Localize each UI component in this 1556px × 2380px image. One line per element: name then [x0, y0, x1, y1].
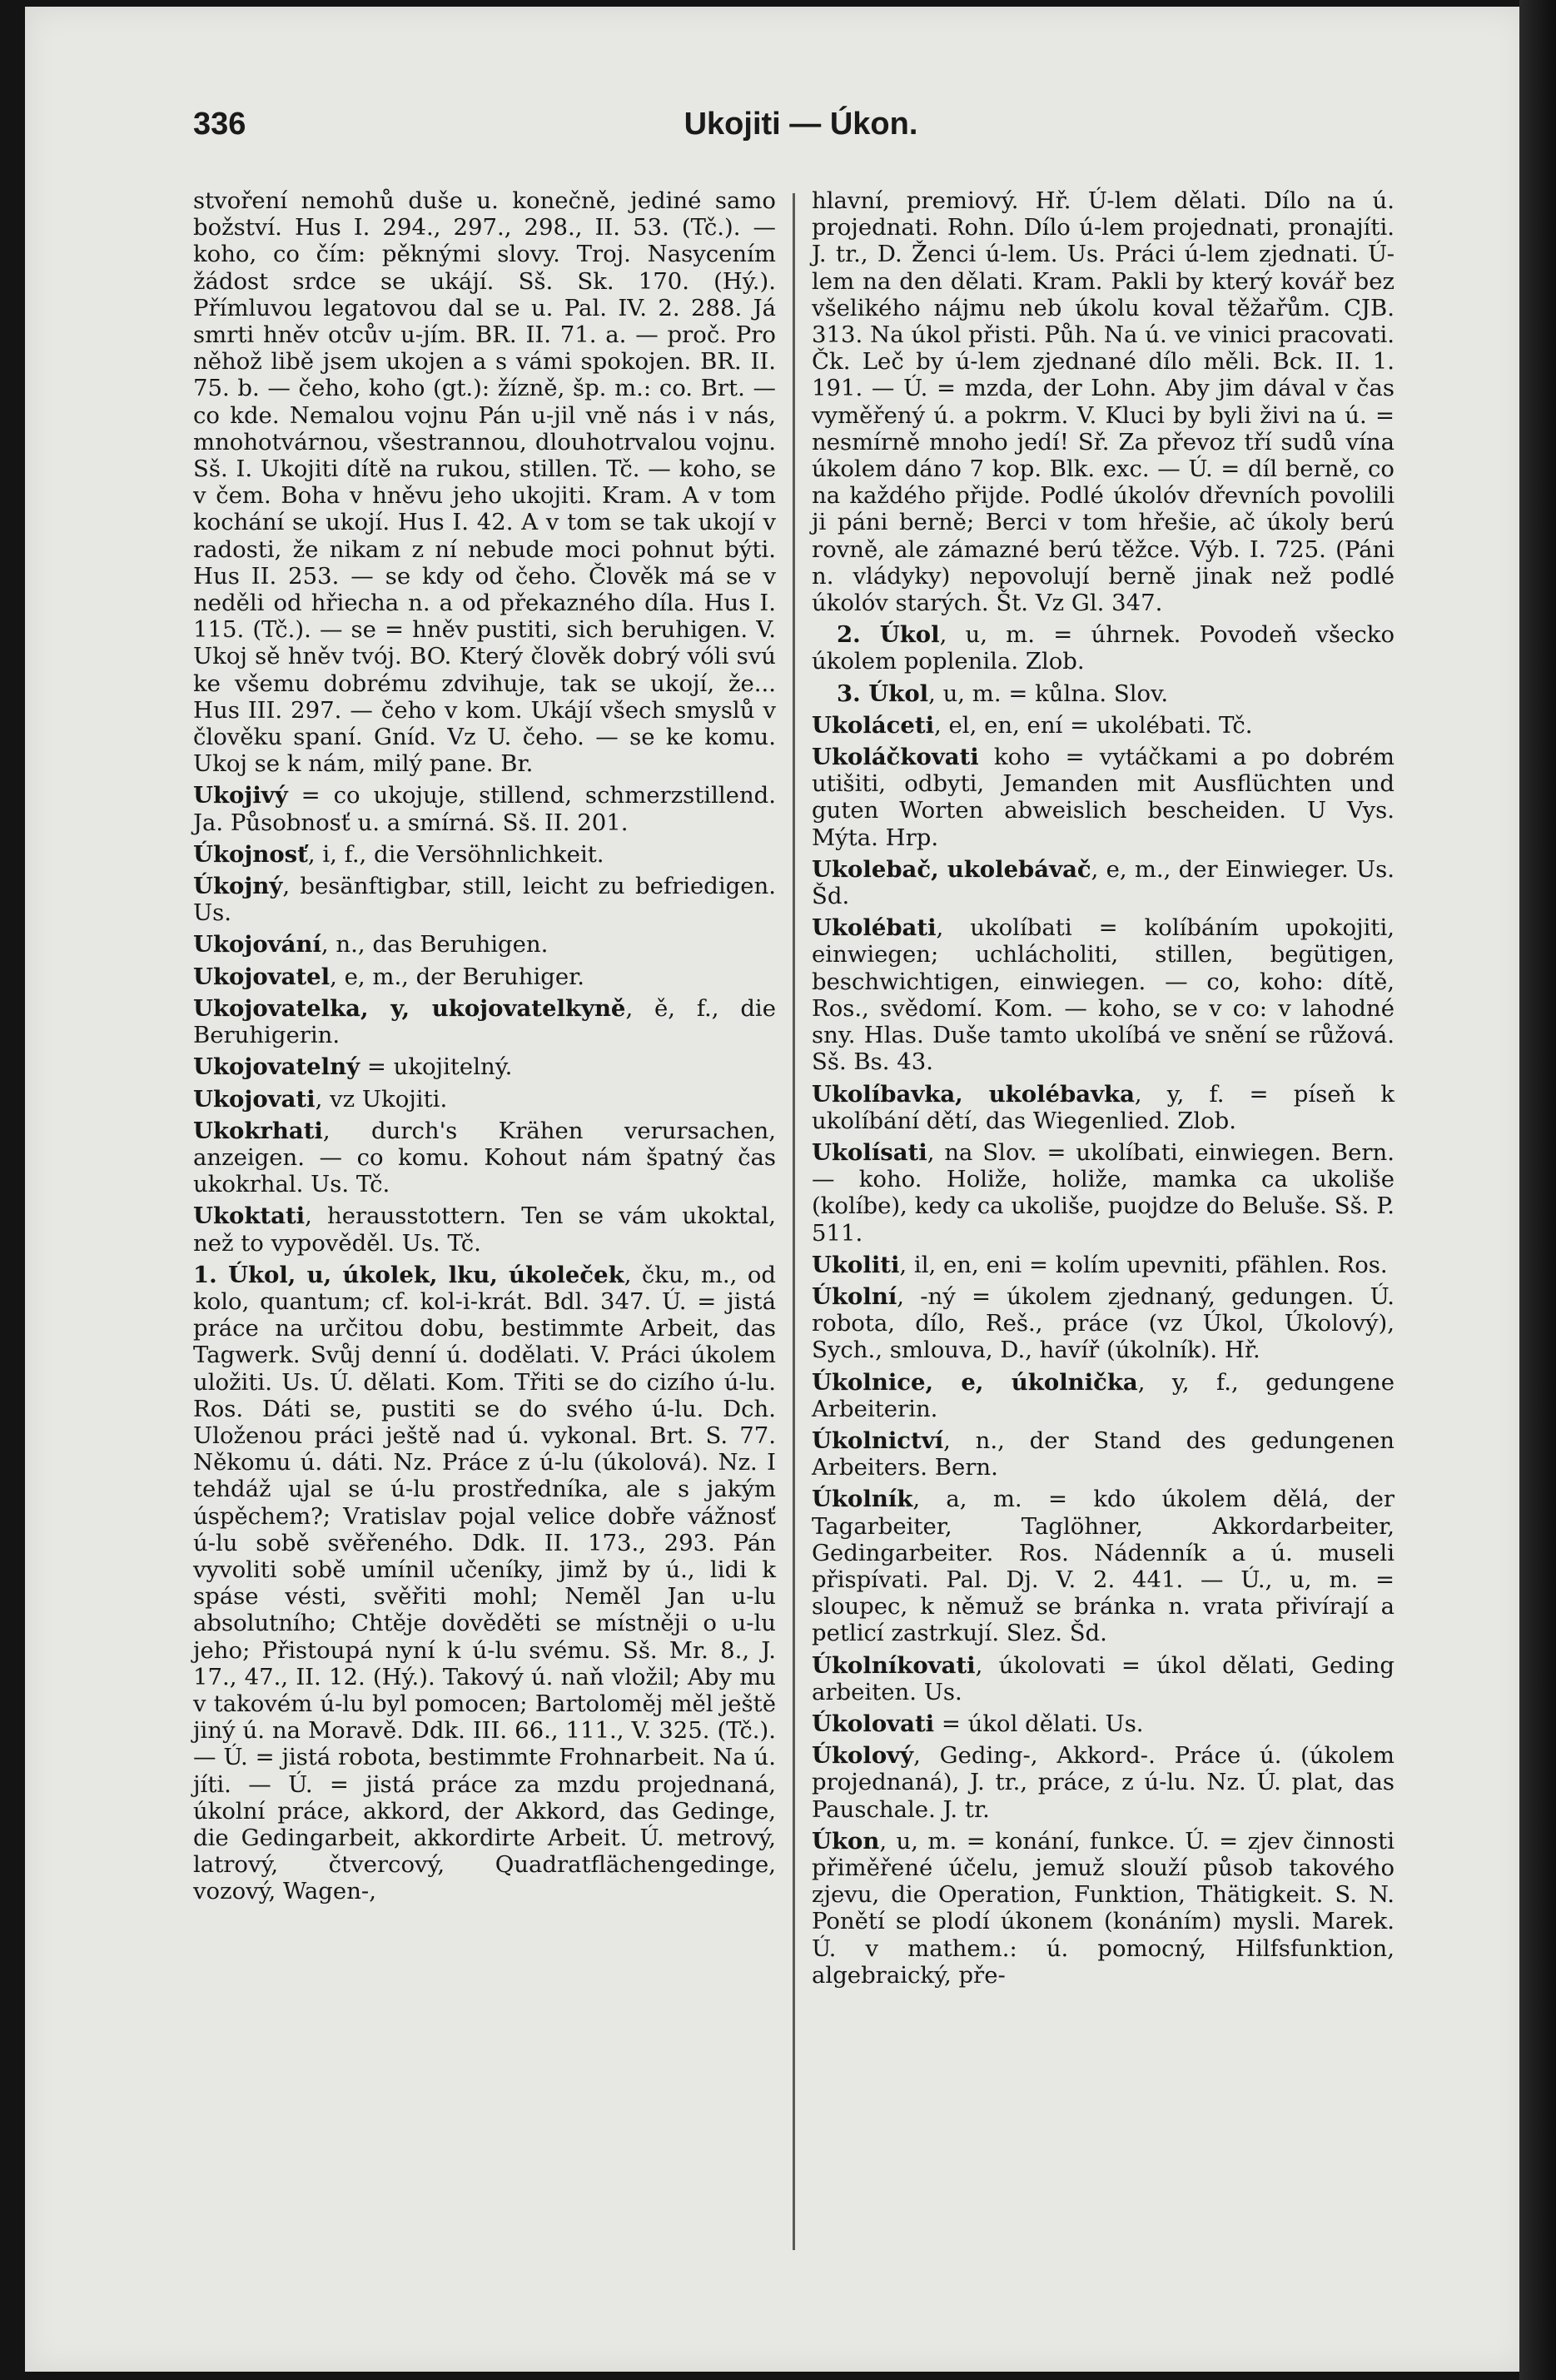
entry-text: , vz Ukojiti.	[315, 1085, 448, 1113]
entry-headword: 2. Úkol	[837, 621, 940, 649]
entry-text: , a, m. = kdo úkolem dělá, der Tagarbeiter, Taglöhner, Akkordarbeiter, Gedingarbeiter. Ros. Nádenník a ú. museli přispívati. Pal. Dj. V. 2. 441. — Ú., u, m. = sloupec, k němuž se bránka n. vrata přivírají a petlicí zastrkují. Slez. Šd.	[812, 1486, 1394, 1647]
entry-text: = úkol dělati. Us.	[934, 1710, 1144, 1737]
dictionary-entry	[812, 1486, 1394, 1646]
dictionary-entry	[812, 1081, 1394, 1134]
dictionary-entry	[193, 841, 776, 868]
dictionary-entry	[812, 1139, 1394, 1247]
dictionary-entry	[812, 621, 1394, 675]
dictionary-entry	[193, 1053, 776, 1080]
dictionary-entry	[812, 1252, 1394, 1278]
entry-headword: Ukokrhati	[193, 1117, 323, 1144]
entry-text: , ě, f., die Beruhigerin.	[193, 994, 776, 1049]
entry-headword: Ukojování	[193, 931, 321, 958]
dictionary-entry	[812, 1369, 1394, 1422]
entry-text: , el, en, ení = ukolébati. Tč.	[934, 711, 1253, 739]
entry-text: , y, f. = píseň k ukolíbání dětí, das Wiegenlied. Zlob.	[812, 1080, 1394, 1134]
dictionary-entry	[812, 712, 1394, 739]
dictionary-entry	[812, 187, 1394, 616]
dictionary-entry	[812, 914, 1394, 1075]
entry-text: , n., das Beruhigen.	[321, 931, 549, 958]
entry-text: , e, m., der Beruhiger.	[330, 963, 585, 990]
left-column	[193, 187, 776, 1910]
dictionary-entry	[812, 1652, 1394, 1705]
entry-text: = co ukojuje, stillend, schmerzstillend. Ja. Působnosť u. a smírná. Sš. II. 201.	[193, 782, 776, 836]
dictionary-entry	[812, 1828, 1394, 1989]
entry-text: stvoření nemohů duše u. konečně, jediné samo božství. Hus I. 294., 297., 298., II. 53. (Tč.). — koho, co čím: pěknými slovy. Troj. Nasycením žádost srdce se ukájí. Sš. Sk. 170. (Hý.). Přímluvou legatovou dal se u. Pal. IV. 2. 288. Já smrti hněv otcův u-jím. BR. II. 71. a. — proč. Pro něhož libě jsem ukojen a s vámi spokojen. BR. II. 75. b. — čeho, koho (gt.): žízně, šp. m.: co. Brt. — co kde. Nemalou vojnu Pán u-jil vně nás i v nás, mnohotvárnou, všestrannou, dlouhotrvalou vojnu. Sš. I. Ukojiti dítě na rukou, stillen. Tč. — koho, se v čem. Boha v hněvu jeho ukojiti. Kram. A v tom kochání se ukojí. Hus I. 42. A v tom se tak ukojí v radosti, že nikam z ní nebude moci pohnut býti. Hus II. 253. — se kdy od čeho. Člověk má se v neděli od hřiecha n. a od překazného díla. Hus I. 115. (Tč.). — se = hněv pustiti, sich beruhigen. V. Ukoj sě hněv tvój. BO. Který člověk dobrý vóli svú ke všemu dobrému zdvihuje, tak se ukojí, že... Hus III. 297. — čeho v kom. Ukájí všech smyslů v člověku spaní. Gníd. Vz U. čeho. — se ke komu. Ukoj se k nám, milý pane. Br.	[193, 187, 776, 778]
entry-headword: Ukojovatel	[193, 963, 331, 990]
entry-text: , u, m. = kůlna. Slov.	[928, 680, 1169, 707]
entry-headword: Ukojovati	[193, 1085, 316, 1113]
entry-text: , durch's Krähen verursachen, anzeigen. — co komu. Kohout nám špatný čas ukokrhal. Us. Tč.	[193, 1117, 776, 1198]
entry-headword: Ukolíbavka, ukolébavka	[812, 1080, 1135, 1108]
entry-headword: Úkolnice, e, úkolnička	[812, 1368, 1138, 1396]
dictionary-entry	[812, 1427, 1394, 1481]
page-number: 336	[193, 107, 246, 142]
entry-text: , Geding-, Akkord-. Práce ú. (úkolem projednaná), J. tr., práce, z ú-lu. Nz. Ú. plat, das Pauschale. J. tr.	[812, 1742, 1394, 1823]
entry-headword: Úkolový	[812, 1742, 914, 1770]
dictionary-entry	[193, 873, 776, 926]
dictionary-entry	[193, 1202, 776, 1256]
entry-text: , il, en, eni = kolím upevniti, pfählen. Ros.	[899, 1251, 1388, 1278]
dictionary-entry	[812, 1742, 1394, 1823]
dictionary-entry	[193, 995, 776, 1048]
entry-text: , u, m. = úhrnek. Povodeň všecko úkolem poplenila. Zlob.	[812, 621, 1394, 675]
entry-text: hlavní, premiový. Hř. Ú-lem dělati. Dílo na ú. projednati. Rohn. Dílo ú-lem projednati, pronajíti. J. tr., D. Ženci ú-lem. Us. Práci ú-lem zjednati. Ú-lem na den dělati. Kram. Pakli by který kovář bez všelikého nájmu neb úkolu koval těžařům. CJB. 313. Na úkol přisti. Půh. Na ú. ve vinici pracovati. Čk. Leč by ú-lem zjednané dílo měli. Bck. II. 1. 191. — Ú. = mzda, der Lohn. Aby jim dával v čas vyměřený ú. a pokrm. V. Kluci by byli živi na ú. = nesmírně mnoho jedí! Sř. Za převoz tří sudů vína úkolem dáno 7 kop. Blk. exc. — Ú. = díl berně, co na každého přijde. Podlé úkolóv dřevních povolili ji páni berně; Berci v tom hřešie, ač úkoly berú rovně, ale zámazné berú těžce. Výb. I. 725. (Páni n. vládyky) nepovolují berně jinak než podlé úkolóv starých. Št. Vz Gl. 347.	[812, 187, 1394, 617]
entry-headword: Ukojivý	[193, 782, 288, 809]
entry-headword: Ukolísati	[812, 1138, 927, 1166]
entry-headword: Ukoliti	[812, 1251, 900, 1278]
entry-headword: Ukojovatelka, y, ukojovatelkyně	[193, 994, 626, 1022]
entry-headword: 3. Úkol	[837, 680, 929, 707]
dictionary-entry	[193, 1118, 776, 1198]
entry-headword: Úkon	[812, 1827, 880, 1855]
entry-text: , úkolovati = úkol dělati, Geding arbeiten. Us.	[812, 1651, 1394, 1705]
dictionary-entry	[812, 744, 1394, 851]
entry-text: , n., der Stand des gedungenen Arbeiters. Bern.	[812, 1427, 1394, 1481]
entry-headword: Úkojnosť	[193, 840, 308, 868]
entry-text: , e, m., der Einwieger. Us. Šd.	[812, 855, 1394, 910]
entry-headword: Ukoláčkovati	[812, 744, 979, 771]
right-column	[812, 187, 1394, 1994]
entry-headword: Úkolovati	[812, 1710, 935, 1737]
entry-text: , i, f., die Versöhnlichkeit.	[307, 840, 604, 868]
entry-headword: Úkolnictví	[812, 1427, 944, 1454]
entry-text: , čku, m., od kolo, quantum; cf. kol-i-krát. Bdl. 347. Ú. = jistá práce na určitou dobu, bestimmte Arbeit, das Tagwerk. Svůj denní ú. dodělati. V. Práci úkolem uložiti. Us. Ú. dělati. Kom. Třiti se do cizího ú-lu. Ros. Dáti se, pustiti se do svého ú-lu. Dch. Uloženou práci ještě nad ú. vykonal. Brt. S. 77. Někomu ú. dáti. Nz. Práce z ú-lu (úkolová). Nz. I tehdáž ujal se ú-lu prostředníka, ale s jakým úspěchem?; Vratislav pojal velice dobře vážnosť ú-lu sobě svěřeného. Ddk. II. 173., 293. Pán vyvoliti sobě umínil učeníky, jimž by ú., lidi k spáse vésti, svěřiti mohl; Neměl Jan u-lu absolutního; Chtěje dověděti se místněji o u-lu jeho; Přistoupá nyní k ú-lu svému. Sš. Mr. 8., J. 17., 47., II. 12. (Hý.). Takový ú. naň vložil; Aby mu v takovém ú-lu byl pomocen; Bartoloměj měl ještě jiný ú. na Moravě. Ddk. III. 66., 111., V. 325. (Tč.). — Ú. = jistá robota, bestimmte Frohnarbeit. Na ú. jíti. — Ú. = jistá práce za mzdu projednaná, úkolní práce, akkord, der Akkord, das Gedinge, die Gedingarbeit, akkordirte Arbeit. Ú. metrový, latrový, čtvercový, Quadratflächengedinge, vozový, Wagen-,	[193, 1261, 776, 1905]
dictionary-entry	[193, 782, 776, 835]
dictionary-entry	[193, 1086, 776, 1113]
entry-headword: Ukoláceti	[812, 711, 935, 739]
entry-headword: Ukojovatelný	[193, 1053, 360, 1081]
dictionary-entry	[193, 963, 776, 990]
entry-text: , herausstottern. Ten se vám ukoktal, než to vypověděl. Us. Tč.	[193, 1202, 776, 1257]
entry-text: = ukojitelný.	[360, 1053, 513, 1081]
dictionary-entry	[193, 931, 776, 958]
column-divider	[793, 193, 795, 2250]
book-spine-shadow	[1519, 0, 1556, 2380]
entry-text: koho = vytáčkami a po dobrém utišiti, odbyti, Jemanden mit Ausflüchten und guten Worten abweislich bescheiden. U Vys. Mýta. Hrp.	[812, 744, 1394, 851]
entry-headword: Úkolník	[812, 1486, 913, 1513]
entry-text: , ukolíbati = kolíbáním upokojiti, einwiegen; uchlácholiti, stillen, begütigen, beschwichtigen, einwiegen. — co, koho: dítě, Ros., svědomí. Kom. — koho, se v co: v lahodné sny. Hlas. Duše tamto ukolíbá ve snění se růžová. Sš. Bs. 43.	[812, 914, 1394, 1076]
dictionary-entry	[812, 856, 1394, 909]
entry-headword: Ukolebač, ukolebávač	[812, 855, 1091, 883]
entry-headword: Ukoktati	[193, 1202, 306, 1230]
dictionary-entry	[812, 1283, 1394, 1364]
running-head: Ukojiti — Úkon.	[684, 107, 918, 142]
dictionary-entry	[193, 1262, 776, 1905]
dictionary-entry	[812, 680, 1394, 707]
entry-text: , y, f., gedungene Arbeiterin.	[812, 1368, 1394, 1422]
dictionary-entry	[812, 1710, 1394, 1737]
page-header	[193, 107, 1409, 148]
entry-text: , -ný = úkolem zjednaný, gedungen. Ú. robota, dílo, Reš., práce (vz Úkol, Úkolový), Sych., smlouva, D., havíř (úkolník). Hř.	[812, 1282, 1394, 1364]
entry-text: , u, m. = konání, funkce. Ú. = zjev činnosti přiměřené účelu, jemuž slouží působ takového zjevu, die Operation, Funktion, Thätigkeit. S. N. Ponětí se plodí úkonem (konáním) mysli. Marek. Ú. v mathem.: ú. pomocný, Hilfsfunktion, algebraický, pře-	[812, 1827, 1394, 1989]
entry-headword: Úkolníkovati	[812, 1651, 976, 1679]
entry-headword: Ukolébati	[812, 914, 937, 942]
entry-headword: Úkolní	[812, 1282, 897, 1310]
entry-text: , besänftigbar, still, leicht zu befriedigen. Us.	[193, 873, 776, 927]
dictionary-entry	[193, 187, 776, 777]
entry-text: , na Slov. = ukolíbati, einwiegen. Bern. — koho. Holiže, holiže, mamka ca ukoliše (kolíbe), kedy ca ukoliše, puojdze do Beluše. Sš. P. 511.	[812, 1138, 1394, 1247]
entry-headword: 1. Úkol, u, úkolek, lku, úkoleček	[193, 1261, 624, 1288]
entry-headword: Úkojný	[193, 873, 283, 900]
